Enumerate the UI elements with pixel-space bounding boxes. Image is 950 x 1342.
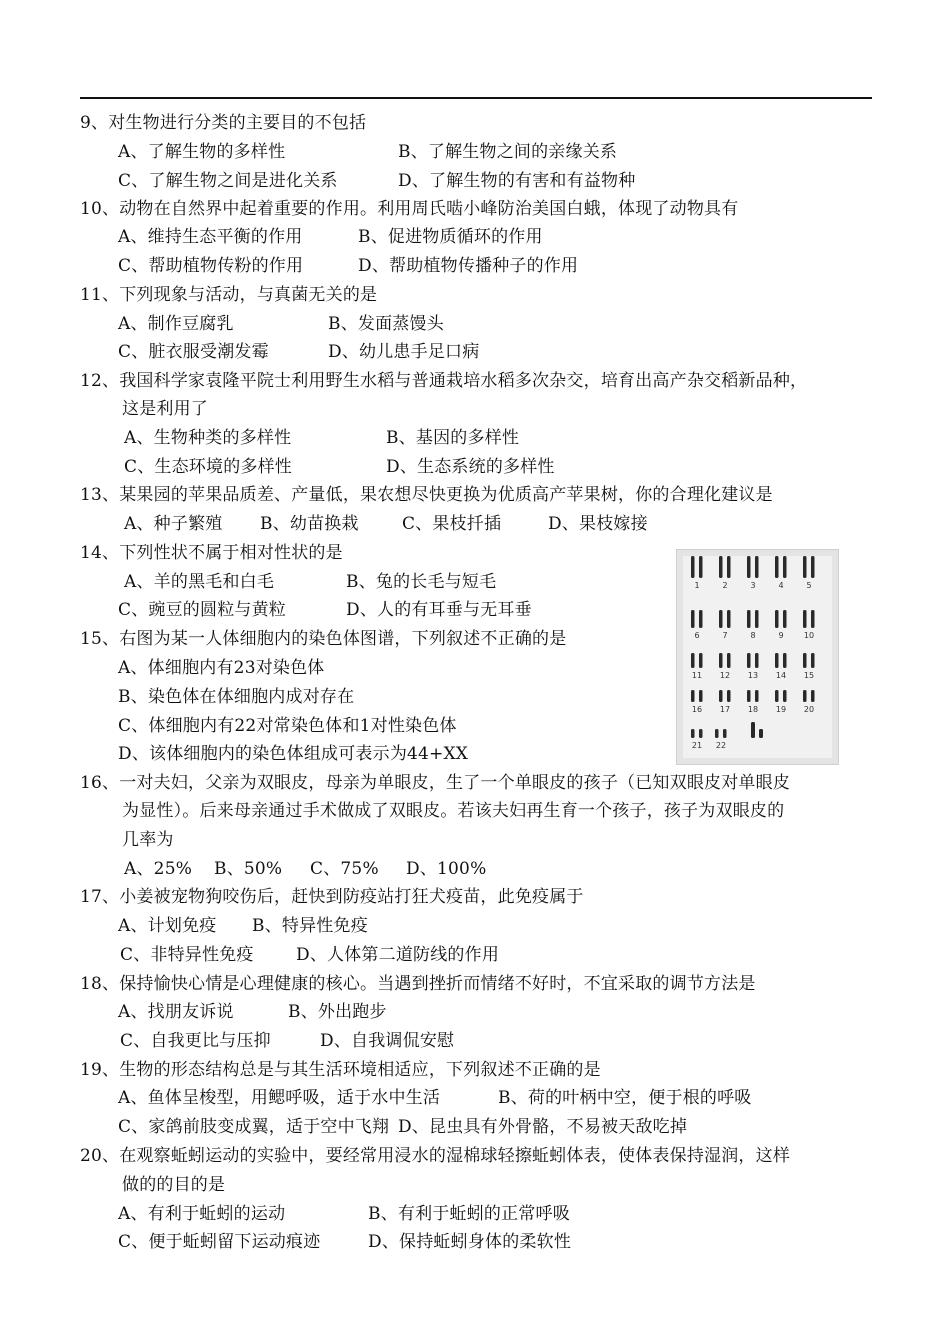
header-rule (80, 97, 872, 99)
karyotype-chart (683, 556, 832, 758)
question-11-options-row1 (118, 313, 444, 335)
option-b[interactable]: B、50% (214, 859, 283, 879)
chromosome-4a (775, 556, 779, 578)
option-d[interactable]: D、人的有耳垂与无耳垂 (346, 600, 532, 620)
chromosome-1a (691, 556, 695, 578)
chromosome-label-14: 14 (775, 671, 787, 680)
option-a[interactable]: A、25% (124, 859, 193, 879)
chromosome-15b (811, 653, 815, 668)
question-18-stem: 18、保持愉快心情是心理健康的核心。当遇到挫折而情绪不好时，不宜采取的调节方法是 (80, 974, 756, 994)
option-b[interactable]: B、有利于蚯蚓的正常呼吸 (368, 1204, 570, 1224)
option-c[interactable]: C、帮助植物传粉的作用 (118, 256, 304, 276)
option-a[interactable]: A、维持生态平衡的作用 (118, 227, 303, 247)
option-b[interactable]: B、荷的叶柄中空，便于根的呼吸 (498, 1088, 752, 1108)
sex-chromosome-a (751, 722, 755, 738)
chromosome-20a (803, 690, 807, 702)
question-12-options-row2 (124, 456, 555, 478)
chromosome-10b (811, 610, 815, 628)
question-19-options-row1 (118, 1087, 752, 1109)
sex-chromosome-b (759, 729, 763, 738)
question-15-option-b[interactable]: B、染色体在体细胞内成对存在 (118, 687, 355, 707)
chromosome-label-18: 18 (747, 705, 759, 714)
chromosome-11b (699, 653, 703, 668)
option-a[interactable]: A、有利于蚯蚓的运动 (118, 1204, 286, 1224)
chromosome-label-4: 4 (778, 581, 784, 590)
chromosome-2a (719, 556, 723, 578)
chromosome-19b (783, 690, 787, 702)
chromosome-16a (691, 690, 695, 702)
question-16-stem-cont1: 为显性）。后来母亲通过手术做成了双眼皮。若该夫妇再生育一个孩子，孩子为双眼皮的 (122, 801, 785, 821)
chromosome-8b (755, 610, 759, 628)
chromosome-13a (747, 653, 751, 668)
option-b[interactable]: B、基因的多样性 (386, 428, 520, 448)
chromosome-11a (691, 653, 695, 668)
option-b[interactable]: B、了解生物之间的亲缘关系 (398, 142, 618, 162)
option-a[interactable]: A、计划免疫 (118, 916, 217, 936)
chromosome-label-17: 17 (719, 705, 731, 714)
option-c[interactable]: C、果枝扦插 (402, 514, 502, 534)
question-19-options-row2 (118, 1116, 687, 1138)
question-11-options-row2 (118, 341, 479, 363)
chromosome-16b (699, 690, 703, 702)
option-d[interactable]: D、昆虫具有外骨骼，不易被天敌吃掉 (398, 1117, 688, 1137)
question-16-stem: 16、一对夫妇，父亲为双眼皮，母亲为单眼皮，生了一个单眼皮的孩子（已知双眼皮对单眼皮 (80, 773, 791, 793)
option-d[interactable]: D、保持蚯蚓身体的柔软性 (368, 1232, 572, 1252)
option-b[interactable]: B、发面蒸馒头 (328, 314, 444, 334)
chromosome-12a (719, 653, 723, 668)
chromosome-label-9: 9 (778, 631, 784, 640)
question-9-options-row2 (118, 170, 635, 192)
chromosome-label-2: 2 (722, 581, 728, 590)
chromosome-label-20: 20 (803, 705, 815, 714)
question-15-stem: 15、右图为某一人体细胞内的染色体图谱，下列叙述不正确的是 (80, 629, 567, 649)
chromosome-9a (775, 610, 779, 628)
question-10-options-row2 (118, 255, 578, 277)
karyotype-figure (676, 549, 839, 765)
chromosome-label-6: 6 (694, 631, 700, 640)
chromosome-label-3: 3 (750, 581, 756, 590)
option-d[interactable]: D、幼儿患手足口病 (328, 342, 480, 362)
chromosome-20b (811, 690, 815, 702)
chromosome-14b (783, 653, 787, 668)
option-c[interactable]: C、脏衣服受潮发霉 (118, 342, 269, 362)
option-b[interactable]: B、促进物质循环的作用 (358, 227, 543, 247)
question-16-stem-cont2: 几率为 (122, 830, 174, 850)
question-14-options-row2 (118, 599, 532, 621)
option-c[interactable]: C、生态环境的多样性 (124, 457, 293, 477)
question-14-options-row1 (124, 571, 496, 593)
option-c[interactable]: C、便于蚯蚓留下运动痕迹 (118, 1232, 321, 1252)
option-c[interactable]: C、75% (310, 859, 379, 879)
option-d[interactable]: D、帮助植物传播种子的作用 (358, 256, 579, 276)
chromosome-17a (719, 690, 723, 702)
chromosome-3b (755, 556, 759, 578)
option-c[interactable]: C、家鸽前肢变成翼，适于空中飞翔 (118, 1117, 390, 1137)
option-a[interactable]: A、羊的黑毛和白毛 (124, 572, 275, 592)
chromosome-21b (699, 729, 703, 738)
option-b[interactable]: B、特异性免疫 (252, 916, 368, 936)
chromosome-label-1: 1 (694, 581, 700, 590)
question-15-option-c[interactable]: C、体细胞内有22对常染色体和1对性染色体 (118, 716, 457, 736)
chromosome-5a (803, 556, 807, 578)
question-20-options-row1 (118, 1203, 570, 1225)
chromosome-label-10: 10 (803, 631, 815, 640)
question-15-option-a[interactable]: A、体细胞内有23对染色体 (118, 658, 325, 678)
chromosome-label-8: 8 (750, 631, 756, 640)
chromosome-15a (803, 653, 807, 668)
option-d[interactable]: D、人体第二道防线的作用 (296, 945, 500, 965)
question-10-stem: 10、动物在自然界中起着重要的作用。利用周氏啮小峰防治美国白蛾，体现了动物具有 (80, 199, 739, 219)
question-15-option-d[interactable]: D、该体细胞内的染色体组成可表示为44+XX (118, 744, 469, 764)
question-14-stem: 14、下列性状不属于相对性状的是 (80, 543, 343, 563)
option-d[interactable]: D、自我调侃安慰 (320, 1031, 455, 1051)
option-c[interactable]: C、豌豆的圆粒与黄粒 (118, 600, 287, 620)
chromosome-19a (775, 690, 779, 702)
chromosome-label-11: 11 (691, 671, 703, 680)
question-10-options-row1 (118, 226, 543, 248)
option-d[interactable]: D、生态系统的多样性 (386, 457, 555, 477)
option-a[interactable]: A、种子繁殖 (124, 514, 223, 534)
option-b[interactable]: B、兔的长毛与短毛 (346, 572, 497, 592)
question-17-options-row2 (120, 944, 499, 966)
chromosome-22b (723, 729, 727, 738)
option-a[interactable]: A、制作豆腐乳 (118, 314, 234, 334)
chromosome-label-16: 16 (691, 705, 703, 714)
question-20-stem: 20、在观察蚯蚓运动的实验中，要经常用浸水的湿棉球轻擦蚯蚓体表，使体表保持湿润，这样 (80, 1146, 791, 1166)
chromosome-3a (747, 556, 751, 578)
chromosome-18a (747, 690, 751, 702)
chromosome-10a (803, 610, 807, 628)
option-d[interactable]: D、了解生物的有害和有益物种 (398, 171, 636, 191)
option-c[interactable]: C、非特异性免疫 (120, 945, 254, 965)
chromosome-12b (727, 653, 731, 668)
question-12-stem: 12、我国科学家袁隆平院士利用野生水稻与普通栽培水稻多次杂交，培育出高产杂交稻新品种， (80, 371, 808, 391)
question-13-stem: 13、某果园的苹果品质差、产量低，果农想尽快更换为优质高产苹果树，你的合理化建议是 (80, 485, 773, 505)
question-13-options-row1 (124, 513, 648, 535)
chromosome-7b (727, 610, 731, 628)
option-d[interactable]: D、果枝嫁接 (548, 514, 648, 534)
chromosome-6a (691, 610, 695, 628)
option-a[interactable]: A、鱼体呈梭型，用鳃呼吸，适于水中生活 (118, 1088, 441, 1108)
question-12-options-row1 (124, 427, 519, 449)
question-16-options-row1 (124, 858, 486, 880)
option-b[interactable]: B、幼苗换栽 (260, 514, 359, 534)
question-20-options-row2 (118, 1231, 571, 1253)
chromosome-label-21: 21 (691, 741, 703, 750)
chromosome-label-15: 15 (803, 671, 815, 680)
chromosome-label-22: 22 (715, 741, 727, 750)
chromosome-5b (811, 556, 815, 578)
question-9-options-row1 (118, 141, 617, 163)
chromosome-label-13: 13 (747, 671, 759, 680)
chromosome-label-19: 19 (775, 705, 787, 714)
chromosome-22a (715, 729, 719, 738)
chromosome-8a (747, 610, 751, 628)
option-b[interactable]: B、外出跑步 (288, 1002, 387, 1022)
question-12-stem-cont: 这是利用了 (122, 399, 208, 419)
chromosome-17b (727, 690, 731, 702)
option-a[interactable]: A、了解生物的多样性 (118, 142, 286, 162)
question-18-options-row1 (118, 1001, 387, 1023)
chromosome-7a (719, 610, 723, 628)
karyotype-panel (683, 556, 832, 758)
question-17-stem: 17、小姜被宠物狗咬伤后，赶快到防疫站打狂犬疫苗，此免疫属于 (80, 887, 584, 907)
option-c[interactable]: C、了解生物之间是进化关系 (118, 171, 338, 191)
chromosome-21a (691, 729, 695, 738)
chromosome-9b (783, 610, 787, 628)
chromosome-1b (699, 556, 703, 578)
question-11-stem: 11、下列现象与活动，与真菌无关的是 (80, 285, 378, 305)
question-17-options-row1 (118, 915, 368, 937)
chromosome-label-7: 7 (722, 631, 728, 640)
option-a[interactable]: A、生物种类的多样性 (124, 428, 292, 448)
option-c[interactable]: C、自我更比与压抑 (120, 1031, 271, 1051)
chromosome-4b (783, 556, 787, 578)
question-9-stem: 9、对生物进行分类的主要目的不包括 (80, 113, 367, 133)
option-a[interactable]: A、找朋友诉说 (118, 1002, 234, 1022)
chromosome-18b (755, 690, 759, 702)
chromosome-2b (727, 556, 731, 578)
question-18-options-row2 (120, 1030, 454, 1052)
chromosome-6b (699, 610, 703, 628)
chromosome-13b (755, 653, 759, 668)
chromosome-label-5: 5 (806, 581, 812, 590)
option-d[interactable]: D、100% (406, 859, 487, 879)
chromosome-label-12: 12 (719, 671, 731, 680)
chromosome-14a (775, 653, 779, 668)
question-20-stem-cont: 做的的目的是 (122, 1175, 226, 1195)
question-19-stem: 19、生物的形态结构总是与其生活环境相适应，下列叙述不正确的是 (80, 1060, 601, 1080)
